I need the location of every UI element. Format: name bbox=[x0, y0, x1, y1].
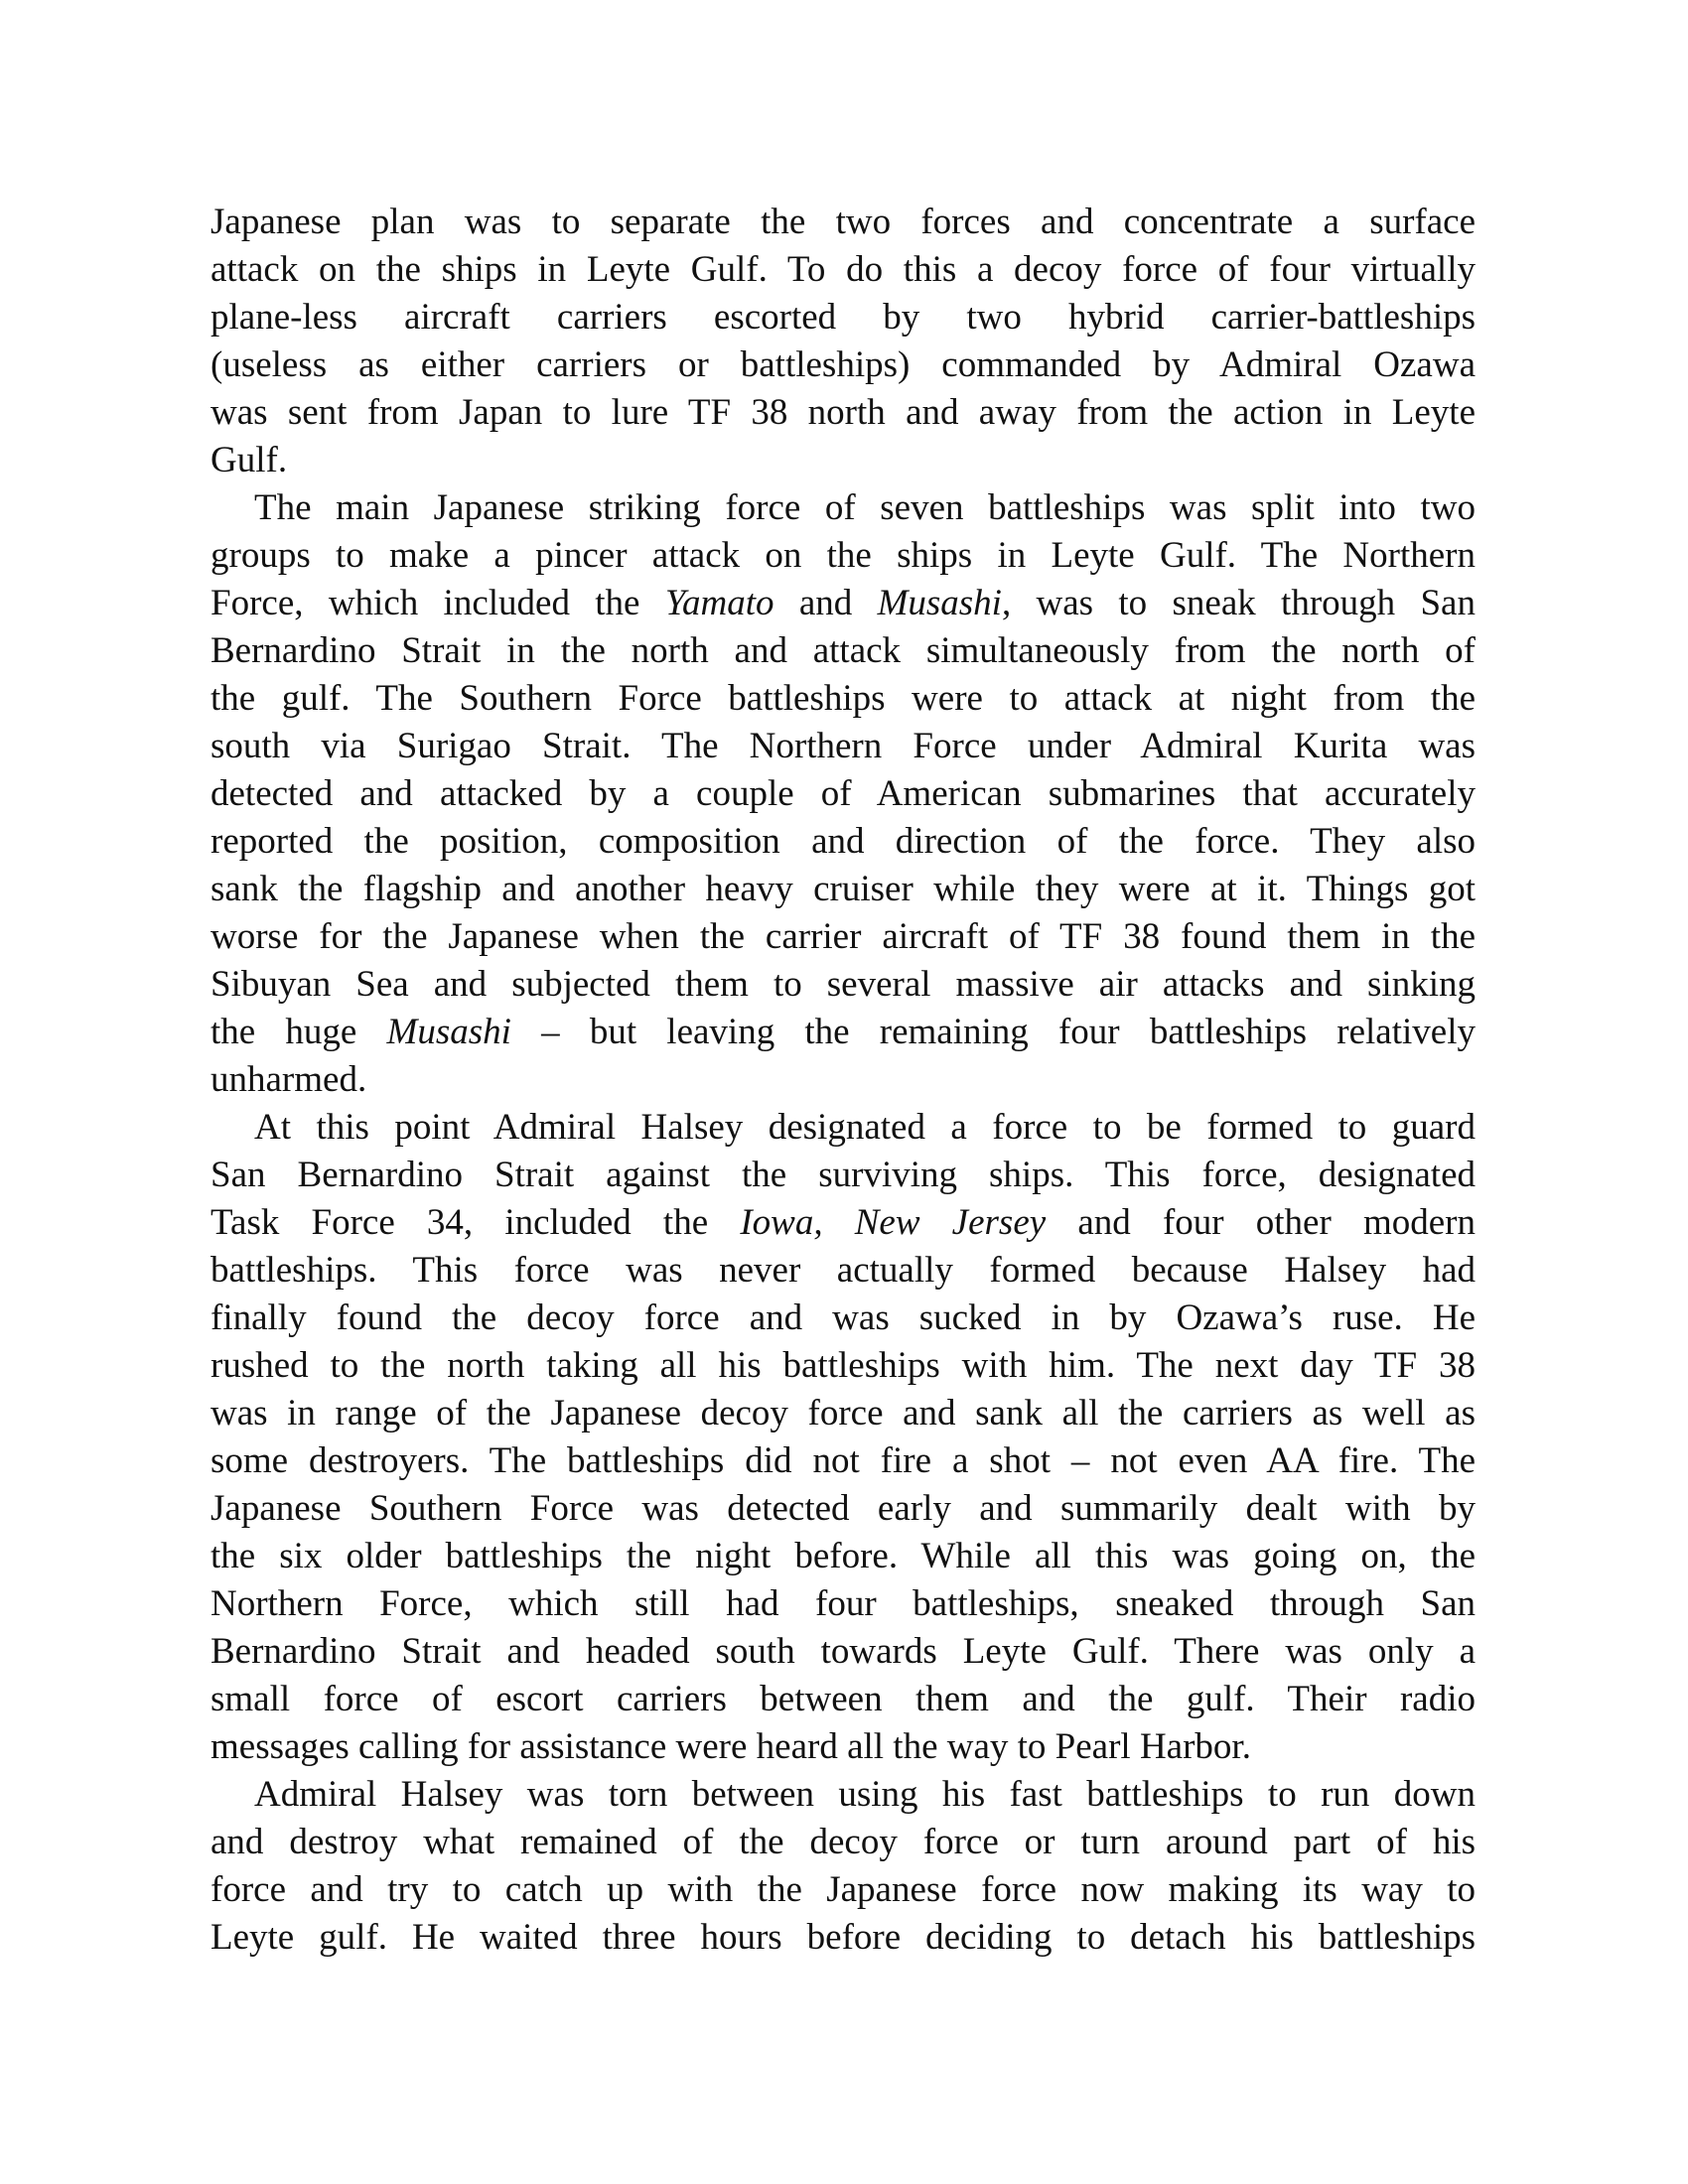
text-run: detected and attacked by a couple of American submarines that accurately bbox=[211, 773, 1476, 814]
text-run: was sent from Japan to lure TF 38 north and away from the action in Leyte bbox=[211, 392, 1476, 433]
text-run: unharmed. bbox=[211, 1059, 367, 1100]
text-line bbox=[211, 913, 1476, 961]
paragraph bbox=[211, 1104, 1476, 1771]
text-run: Force, which included the bbox=[211, 583, 665, 623]
text-line bbox=[211, 341, 1476, 389]
text-line bbox=[211, 1485, 1476, 1533]
text-line bbox=[211, 532, 1476, 580]
text-line bbox=[211, 1914, 1476, 1962]
text-run: the gulf. The Southern Force battleships were to attack at night from the bbox=[211, 678, 1476, 719]
paragraph bbox=[211, 484, 1476, 1104]
text-line bbox=[211, 1247, 1476, 1295]
text-line bbox=[211, 1342, 1476, 1390]
text-run: was in range of the Japanese decoy force and sank all the carriers as well as bbox=[211, 1393, 1476, 1433]
text-line bbox=[211, 1771, 1476, 1819]
text-line bbox=[211, 1437, 1476, 1485]
text-run: The main Japanese striking force of seven battleships was split into two bbox=[254, 487, 1476, 528]
text-line bbox=[211, 1295, 1476, 1342]
text-run: Task Force 34, included the bbox=[211, 1202, 741, 1243]
text-run: At this point Admiral Halsey designated a force to be formed to guard bbox=[254, 1107, 1476, 1148]
text-run: – but leaving the remaining four battleships relatively bbox=[510, 1012, 1476, 1052]
text-line bbox=[211, 1580, 1476, 1628]
text-line bbox=[211, 675, 1476, 723]
text-line bbox=[211, 484, 1476, 532]
text-run: San Bernardino Strait against the surviving ships. This force, designated bbox=[211, 1155, 1476, 1195]
text-run: force and try to catch up with the Japanese force now making its way to bbox=[211, 1869, 1476, 1910]
text-run: south via Surigao Strait. The Northern Force under Admiral Kurita was bbox=[211, 726, 1476, 766]
text-line bbox=[211, 389, 1476, 437]
text-line bbox=[211, 1533, 1476, 1580]
text-line bbox=[211, 1390, 1476, 1437]
italic-text: Musashi bbox=[877, 583, 1002, 623]
text-run: Bernardino Strait in the north and attack simultaneously from the north of bbox=[211, 630, 1476, 671]
text-line bbox=[211, 1199, 1476, 1247]
text-line bbox=[211, 580, 1476, 627]
text-run: Gulf. bbox=[211, 440, 288, 480]
text-line bbox=[211, 1056, 1476, 1104]
text-line bbox=[211, 1152, 1476, 1199]
text-run: groups to make a pincer attack on the ships in Leyte Gulf. The Northern bbox=[211, 535, 1476, 576]
text-run: sank the flagship and another heavy cruiser while they were at it. Things got bbox=[211, 869, 1476, 909]
italic-text: Yamato bbox=[664, 583, 774, 623]
text-run: the six older battleships the night before. While all this was going on, the bbox=[211, 1536, 1476, 1576]
text-line bbox=[211, 1866, 1476, 1914]
text-run: and four other modern bbox=[1046, 1202, 1476, 1243]
paragraph bbox=[211, 1771, 1476, 1962]
text-run: Japanese Southern Force was detected early and summarily dealt with by bbox=[211, 1488, 1476, 1529]
text-run: Leyte gulf. He waited three hours before deciding to detach his battleships bbox=[211, 1917, 1476, 1958]
text-run: attack on the ships in Leyte Gulf. To do this a decoy force of four virtually bbox=[211, 249, 1476, 290]
text-run: finally found the decoy force and was sucked in by Ozawa’s ruse. He bbox=[211, 1297, 1476, 1338]
text-line bbox=[211, 723, 1476, 770]
italic-text: Iowa, New Jersey bbox=[740, 1202, 1047, 1243]
text-line bbox=[211, 1009, 1476, 1056]
text-run: and destroy what remained of the decoy force or turn around part of his bbox=[211, 1822, 1476, 1862]
text-line bbox=[211, 961, 1476, 1009]
paragraph bbox=[211, 199, 1476, 484]
text-line bbox=[211, 1104, 1476, 1152]
text-line bbox=[211, 1723, 1476, 1771]
text-run: battleships. This force was never actually formed because Halsey had bbox=[211, 1250, 1476, 1291]
page-body bbox=[211, 199, 1476, 1962]
text-run: rushed to the north taking all his battleships with him. The next day TF 38 bbox=[211, 1345, 1476, 1386]
text-line bbox=[211, 294, 1476, 341]
text-line bbox=[211, 246, 1476, 294]
text-run: plane-less aircraft carriers escorted by two hybrid carrier-battleships bbox=[211, 297, 1476, 338]
text-run: messages calling for assistance were heard all the way to Pearl Harbor. bbox=[211, 1726, 1251, 1767]
text-run: Admiral Halsey was torn between using his fast battleships to run down bbox=[254, 1774, 1476, 1815]
text-run: reported the position, composition and direction of the force. They also bbox=[211, 821, 1476, 862]
text-line bbox=[211, 1628, 1476, 1676]
text-line bbox=[211, 770, 1476, 818]
text-run: the huge bbox=[211, 1012, 387, 1052]
text-run: Bernardino Strait and headed south towards Leyte Gulf. There was only a bbox=[211, 1631, 1476, 1672]
text-line bbox=[211, 818, 1476, 866]
text-line bbox=[211, 1819, 1476, 1866]
text-line bbox=[211, 866, 1476, 913]
text-run: , was to sneak through San bbox=[1001, 583, 1476, 623]
text-run: and bbox=[774, 583, 878, 623]
text-run: (useless as either carriers or battleships) commanded by Admiral Ozawa bbox=[211, 344, 1476, 385]
text-run: small force of escort carriers between them and the gulf. Their radio bbox=[211, 1679, 1476, 1719]
text-line bbox=[211, 437, 1476, 484]
text-run: worse for the Japanese when the carrier aircraft of TF 38 found them in the bbox=[211, 916, 1476, 957]
text-line bbox=[211, 199, 1476, 246]
text-run: Japanese plan was to separate the two forces and concentrate a surface bbox=[211, 202, 1476, 242]
italic-text: Musashi bbox=[386, 1012, 511, 1052]
text-run: Northern Force, which still had four battleships, sneaked through San bbox=[211, 1583, 1476, 1624]
text-run: some destroyers. The battleships did not fire a shot – not even AA fire. The bbox=[211, 1440, 1476, 1481]
text-line bbox=[211, 627, 1476, 675]
text-line bbox=[211, 1676, 1476, 1723]
text-run: Sibuyan Sea and subjected them to several massive air attacks and sinking bbox=[211, 964, 1476, 1005]
